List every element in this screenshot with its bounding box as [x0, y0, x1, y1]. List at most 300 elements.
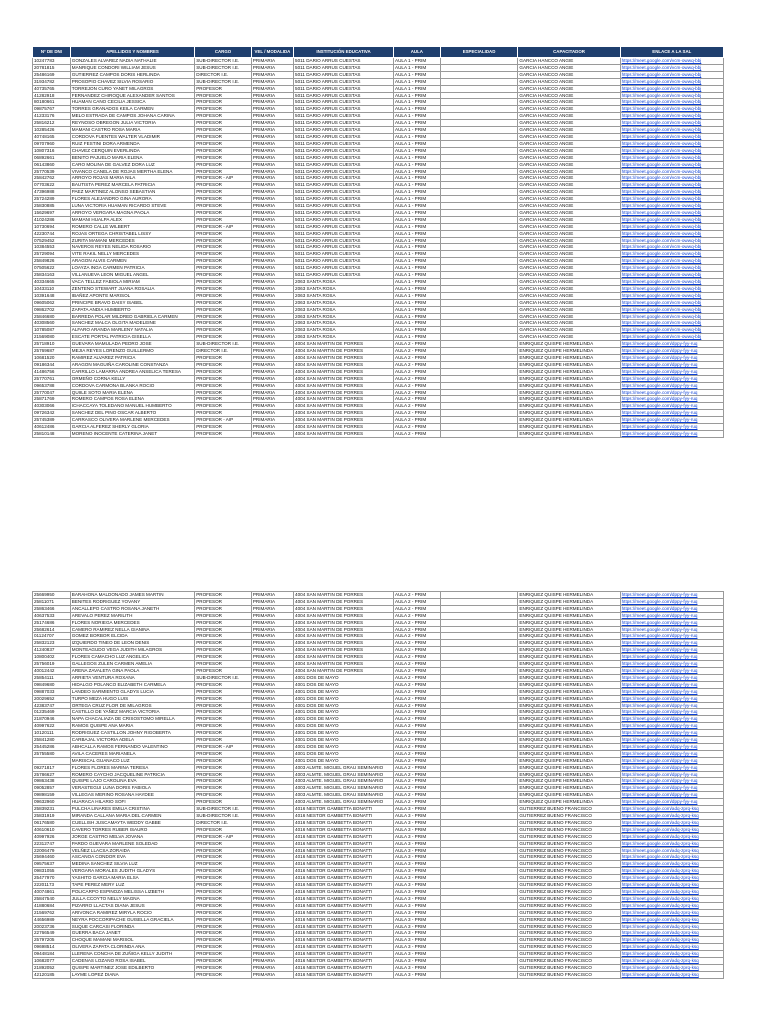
- cell-link[interactable]: https://meet.google.com/vcm-owwq-bbj: [620, 244, 723, 251]
- cell-aula: AULA 3 - PRIM: [394, 854, 441, 861]
- cell-link[interactable]: https://meet.google.com/adq-zprq-ksq: [620, 888, 723, 895]
- cell-specialty: [440, 313, 518, 320]
- cell-link[interactable]: https://meet.google.com/adq-zprq-ksq: [620, 902, 723, 909]
- cell-institution: 4016 NESTOR GAMBETTA BONATTI: [294, 951, 394, 958]
- cell-link[interactable]: https://meet.google.com/vcm-owwq-bbj: [620, 209, 723, 216]
- cell-cargo: DIRECTOR I.E.: [195, 819, 252, 826]
- cell-level: PRIMARIA: [251, 127, 293, 134]
- cell-name: JORGE CASTRO MELVA JOVANA: [70, 833, 194, 840]
- cell-level: PRIMARIA: [251, 417, 293, 424]
- cell-link[interactable]: https://meet.google.com/adq-zprq-ksq: [620, 930, 723, 937]
- cell-specialty: [440, 279, 518, 286]
- cell-name: PIZARRO LLACTAS DIANA JESUS: [70, 902, 194, 909]
- cell-specialty: [440, 923, 518, 930]
- table-row: [33, 612, 724, 619]
- cell-institution: 4004 SAN MARTIN DE PORRES: [294, 640, 394, 647]
- cell-level: PRIMARIA: [251, 819, 293, 826]
- cell-link[interactable]: https://meet.google.com/vcm-owwq-bbj: [620, 58, 723, 65]
- cell-specialty: [440, 354, 518, 361]
- cell-trainer: GUTIERREZ BUENO FRANCISCO: [518, 868, 620, 875]
- cell-institution: 4004 SAN MARTIN DE PORRES: [294, 361, 394, 368]
- cell-link[interactable]: https://meet.google.com/dppy-fyy-ruq: [620, 716, 723, 723]
- cell-link[interactable]: https://meet.google.com/dppy-fyy-ruq: [620, 771, 723, 778]
- cell-level: PRIMARIA: [251, 806, 293, 813]
- cell-institution: 4003 ALMTE. MIGUEL GRAU SEMINARIO: [294, 764, 394, 771]
- cell-link[interactable]: https://meet.google.com/vcm-owwq-bbj: [620, 237, 723, 244]
- cell-aula: AULA 1 - PRIM: [394, 313, 441, 320]
- cell-institution: 4016 NESTOR GAMBETTA BONATTI: [294, 840, 394, 847]
- cell-name: GARCIA ALFEREZ SHERLY GLORIA: [70, 424, 194, 431]
- cell-link[interactable]: https://meet.google.com/vcm-owwq-bbj: [620, 182, 723, 189]
- cell-link[interactable]: https://meet.google.com/dppy-fyy-ruq: [620, 605, 723, 612]
- cell-link[interactable]: https://meet.google.com/adq-zprq-ksq: [620, 806, 723, 813]
- cell-dni: 10391648: [33, 292, 71, 299]
- cell-link[interactable]: https://meet.google.com/adq-zprq-ksq: [620, 964, 723, 971]
- cell-name: PULCHA LINARES EMILIA CRISTINA: [70, 806, 194, 813]
- cell-link[interactable]: https://meet.google.com/vcm-owwq-bbj: [620, 78, 723, 85]
- cell-dni: 09698514: [33, 944, 71, 951]
- cell-dni: 09575637: [33, 861, 71, 868]
- cell-specialty: [440, 382, 518, 389]
- cell-link[interactable]: https://meet.google.com/adq-zprq-ksq: [620, 868, 723, 875]
- cell-name: LAYME LOPEZ DIANA: [70, 971, 194, 978]
- cell-link[interactable]: https://meet.google.com/vcm-owwq-bbj: [620, 147, 723, 154]
- cell-name: HUARACA HILARIO SOFI: [70, 799, 194, 806]
- cell-aula: AULA 2 - PRIM: [394, 598, 441, 605]
- cell-institution: 4004 SAN MARTIN DE PORRES: [294, 592, 394, 599]
- cell-level: PRIMARIA: [251, 826, 293, 833]
- cell-specialty: [440, 640, 518, 647]
- cell-name: CARO MOLINA DE GALVEZ DORA LUZ: [70, 161, 194, 168]
- cell-link[interactable]: https://meet.google.com/vcm-owwq-bbj: [620, 285, 723, 292]
- cell-link[interactable]: https://meet.google.com/vcm-owwq-bbj: [620, 120, 723, 127]
- cell-link[interactable]: https://meet.google.com/dppy-fyy-ruq: [620, 730, 723, 737]
- cell-specialty: [440, 389, 518, 396]
- table-row: [33, 730, 724, 737]
- cell-specialty: [440, 875, 518, 882]
- table-row: [33, 619, 724, 626]
- cell-specialty: [440, 113, 518, 120]
- cell-institution: 2063 SANTA ROSA: [294, 313, 394, 320]
- cell-link[interactable]: https://meet.google.com/vcm-owwq-bbj: [620, 272, 723, 279]
- cell-link[interactable]: https://meet.google.com/dppy-fyy-ruq: [620, 389, 723, 396]
- cell-trainer: GARCIA HANCCO ANGIE: [518, 99, 620, 106]
- cell-specialty: [440, 237, 518, 244]
- cell-link[interactable]: https://meet.google.com/dppy-fyy-ruq: [620, 778, 723, 785]
- cell-cargo: PROFESOR: [195, 313, 252, 320]
- cell-link[interactable]: https://meet.google.com/dppy-fyy-ruq: [620, 417, 723, 424]
- cell-link[interactable]: https://meet.google.com/dppy-fyy-ruq: [620, 348, 723, 355]
- cell-link[interactable]: https://meet.google.com/adq-zprq-ksq: [620, 951, 723, 958]
- cell-dni: 10807316: [33, 147, 71, 154]
- cell-institution: 4016 NESTOR GAMBETTA BONATTI: [294, 833, 394, 840]
- cell-aula: AULA 1 - PRIM: [394, 230, 441, 237]
- cell-name: BARREDA POLAR MILDRED GABRIELA CARMEN: [70, 313, 194, 320]
- cell-institution: 4016 NESTOR GAMBETTA BONATTI: [294, 937, 394, 944]
- cell-dni: 20781815: [33, 64, 71, 71]
- cell-cargo: PROFESOR: [195, 778, 252, 785]
- cell-aula: AULA 3 - PRIM: [394, 819, 441, 826]
- cell-institution: 2063 SANTA ROSA: [294, 334, 394, 341]
- cell-trainer: GUTIERREZ BUENO FRANCISCO: [518, 888, 620, 895]
- cell-link[interactable]: https://meet.google.com/dppy-fyy-ruq: [620, 619, 723, 626]
- cell-link[interactable]: https://meet.google.com/vcm-owwq-bbj: [620, 334, 723, 341]
- cell-link[interactable]: https://meet.google.com/dppy-fyy-ruq: [620, 757, 723, 764]
- table-row: [33, 292, 724, 299]
- cell-level: PRIMARIA: [251, 292, 293, 299]
- cell-dni: 41240837: [33, 647, 71, 654]
- table-row: [33, 799, 724, 806]
- cell-specialty: [440, 626, 518, 633]
- table-row: [33, 348, 724, 355]
- cell-link[interactable]: https://meet.google.com/dppy-fyy-ruq: [620, 792, 723, 799]
- cell-link[interactable]: https://meet.google.com/dppy-fyy-ruq: [620, 667, 723, 674]
- cell-link[interactable]: https://meet.google.com/vcm-owwq-bbj: [620, 196, 723, 203]
- cell-dni: 25811071: [33, 598, 71, 605]
- table-row: [33, 813, 724, 820]
- cell-link[interactable]: https://meet.google.com/adq-zprq-ksq: [620, 854, 723, 861]
- cell-name: ASCANOA CONDOR EVA: [70, 854, 194, 861]
- cell-trainer: GUTIERREZ BUENO FRANCISCO: [518, 944, 620, 951]
- cell-link[interactable]: https://meet.google.com/dppy-fyy-ruq: [620, 799, 723, 806]
- cell-level: PRIMARIA: [251, 85, 293, 92]
- cell-link[interactable]: https://meet.google.com/vcm-owwq-bbj: [620, 265, 723, 272]
- cell-institution: 4001 DOS DE MAYO: [294, 688, 394, 695]
- cell-trainer: GARCIA HANCCO ANGIE: [518, 189, 620, 196]
- cell-name: MONTEAGUDO VEGA JUDITH MILAGROS: [70, 647, 194, 654]
- cell-level: PRIMARIA: [251, 354, 293, 361]
- cell-institution: 4016 NESTOR GAMBETTA BONATTI: [294, 882, 394, 889]
- cell-cargo: PROFESOR: [195, 320, 252, 327]
- cell-aula: AULA 1 - PRIM: [394, 299, 441, 306]
- cell-dni: 09186344: [33, 361, 71, 368]
- cell-link[interactable]: https://meet.google.com/vcm-owwq-bbj: [620, 71, 723, 78]
- cell-link[interactable]: https://meet.google.com/vcm-owwq-bbj: [620, 161, 723, 168]
- cell-link[interactable]: https://meet.google.com/dppy-fyy-ruq: [620, 410, 723, 417]
- cell-dni: 09862702: [33, 306, 71, 313]
- cell-institution: 4016 NESTOR GAMBETTA BONATTI: [294, 819, 394, 826]
- cell-link[interactable]: https://meet.google.com/vcm-owwq-bbj: [620, 133, 723, 140]
- cell-dni: 01235469: [33, 709, 71, 716]
- cell-link[interactable]: https://meet.google.com/dppy-fyy-ruq: [620, 396, 723, 403]
- cell-link[interactable]: https://meet.google.com/dppy-fyy-ruq: [620, 354, 723, 361]
- cell-link[interactable]: https://meet.google.com/dppy-fyy-ruq: [620, 737, 723, 744]
- cell-specialty: [440, 688, 518, 695]
- cell-link[interactable]: https://meet.google.com/vcm-owwq-bbj: [620, 299, 723, 306]
- cell-specialty: [440, 937, 518, 944]
- cell-specialty: [440, 895, 518, 902]
- cell-link[interactable]: https://meet.google.com/vcm-owwq-bbj: [620, 230, 723, 237]
- cell-level: PRIMARIA: [251, 681, 293, 688]
- cell-link[interactable]: https://meet.google.com/vcm-owwq-bbj: [620, 313, 723, 320]
- cell-cargo: PROFESOR: [195, 750, 252, 757]
- cell-cargo: SUB-DIRECTOR I.E.: [195, 78, 252, 85]
- cell-institution: 4003 ALMTE. MIGUEL GRAU SEMINARIO: [294, 778, 394, 785]
- table-row: [33, 971, 724, 978]
- cell-trainer: GARCIA HANCCO ANGIE: [518, 265, 620, 272]
- cell-link[interactable]: https://meet.google.com/vcm-owwq-bbj: [620, 223, 723, 230]
- cell-link[interactable]: https://meet.google.com/vcm-owwq-bbj: [620, 189, 723, 196]
- cell-aula: AULA 2 - PRIM: [394, 354, 441, 361]
- cell-name: ABHCALLA RAMOS FERNANDO VALENTINO: [70, 743, 194, 750]
- cell-trainer: GARCIA HANCCO ANGIE: [518, 244, 620, 251]
- participants-table-top: [32, 46, 724, 438]
- cell-link[interactable]: https://meet.google.com/dppy-fyy-ruq: [620, 785, 723, 792]
- cell-aula: AULA 3 - PRIM: [394, 971, 441, 978]
- cell-dni: 25477970: [33, 875, 71, 882]
- cell-cargo: PROFESOR: [195, 299, 252, 306]
- cell-link[interactable]: https://meet.google.com/dppy-fyy-ruq: [620, 640, 723, 647]
- cell-dni: 21870946: [33, 716, 71, 723]
- table-row: [33, 778, 724, 785]
- table-row: [33, 203, 724, 210]
- cell-link[interactable]: https://meet.google.com/adq-zprq-ksq: [620, 861, 723, 868]
- cell-link[interactable]: https://meet.google.com/dppy-fyy-ruq: [620, 709, 723, 716]
- cell-level: PRIMARIA: [251, 78, 293, 85]
- cell-link[interactable]: https://meet.google.com/dppy-fyy-ruq: [620, 702, 723, 709]
- cell-trainer: ENRIQUEZ QUISPE HERMELINDA: [518, 695, 620, 702]
- cell-cargo: PROFESOR: [195, 923, 252, 930]
- cell-link[interactable]: https://meet.google.com/vcm-owwq-bbj: [620, 127, 723, 134]
- cell-specialty: [440, 251, 518, 258]
- cell-link[interactable]: https://meet.google.com/vcm-owwq-bbj: [620, 154, 723, 161]
- cell-dni: 80180661: [33, 99, 71, 106]
- cell-institution: 4001 DOS DE MAYO: [294, 674, 394, 681]
- cell-link[interactable]: https://meet.google.com/dppy-fyy-ruq: [620, 674, 723, 681]
- cell-link[interactable]: https://meet.google.com/dppy-fyy-ruq: [620, 688, 723, 695]
- table-row: [33, 654, 724, 661]
- cell-trainer: GARCIA HANCCO ANGIE: [518, 196, 620, 203]
- table-row: [33, 895, 724, 902]
- cell-link[interactable]: https://meet.google.com/vcm-owwq-bbj: [620, 106, 723, 113]
- cell-link[interactable]: https://meet.google.com/vcm-owwq-bbj: [620, 113, 723, 120]
- cell-name: BARAHONA MALDONADO JAMES MARTIN: [70, 592, 194, 599]
- cell-link[interactable]: https://meet.google.com/dppy-fyy-ruq: [620, 375, 723, 382]
- cell-trainer: ENRIQUEZ QUISPE HERMELINDA: [518, 716, 620, 723]
- cell-link[interactable]: https://meet.google.com/dppy-fyy-ruq: [620, 592, 723, 599]
- cell-link[interactable]: https://meet.google.com/adq-zprq-ksq: [620, 882, 723, 889]
- cell-cargo: PROFESOR: [195, 799, 252, 806]
- cell-link[interactable]: https://meet.google.com/dppy-fyy-ruq: [620, 341, 723, 348]
- cell-name: TURPO MEZA HUGO LUIS: [70, 695, 194, 702]
- cell-level: PRIMARIA: [251, 424, 293, 431]
- cell-link[interactable]: https://meet.google.com/dppy-fyy-ruq: [620, 695, 723, 702]
- cell-link[interactable]: https://meet.google.com/vcm-owwq-bbj: [620, 140, 723, 147]
- cell-link[interactable]: https://meet.google.com/adq-zprq-ksq: [620, 916, 723, 923]
- cell-aula: AULA 2 - PRIM: [394, 424, 441, 431]
- cell-institution: 4001 DOS DE MAYO: [294, 709, 394, 716]
- cell-specialty: [440, 175, 518, 182]
- cell-dni: 22766549: [33, 930, 71, 937]
- cell-link[interactable]: https://meet.google.com/dppy-fyy-ruq: [620, 743, 723, 750]
- cell-cargo: DIRECTOR I.E.: [195, 348, 252, 355]
- cell-specialty: [440, 127, 518, 134]
- cell-link[interactable]: https://meet.google.com/dppy-fyy-ruq: [620, 626, 723, 633]
- cell-aula: AULA 1 - PRIM: [394, 175, 441, 182]
- cell-dni: 20023736: [33, 923, 71, 930]
- cell-name: CAMERO RAMIREZ NELLA GIANINA: [70, 626, 194, 633]
- cell-name: QUISPE LAJO CAROLINA EVA: [70, 778, 194, 785]
- cell-link[interactable]: https://meet.google.com/adq-zprq-ksq: [620, 937, 723, 944]
- cell-link[interactable]: https://meet.google.com/vcm-owwq-bbj: [620, 216, 723, 223]
- cell-trainer: ENRIQUEZ QUISPE HERMELINDA: [518, 417, 620, 424]
- cell-institution: 4016 NESTOR GAMBETTA BONATTI: [294, 888, 394, 895]
- cell-link[interactable]: https://meet.google.com/adq-zprq-ksq: [620, 813, 723, 820]
- cell-specialty: [440, 161, 518, 168]
- cell-link[interactable]: https://meet.google.com/adq-zprq-ksq: [620, 833, 723, 840]
- cell-link[interactable]: https://meet.google.com/adq-zprq-ksq: [620, 944, 723, 951]
- cell-link[interactable]: https://meet.google.com/vcm-owwq-bbj: [620, 99, 723, 106]
- cell-specialty: [440, 958, 518, 965]
- cell-trainer: GUTIERREZ BUENO FRANCISCO: [518, 875, 620, 882]
- cell-specialty: [440, 826, 518, 833]
- cell-link[interactable]: https://meet.google.com/dppy-fyy-ruq: [620, 723, 723, 730]
- cell-level: PRIMARIA: [251, 695, 293, 702]
- cell-trainer: GARCIA HANCCO ANGIE: [518, 120, 620, 127]
- cell-link[interactable]: https://meet.google.com/dppy-fyy-ruq: [620, 750, 723, 757]
- cell-aula: AULA 2 - PRIM: [394, 417, 441, 424]
- cell-trainer: ENRIQUEZ QUISPE HERMELINDA: [518, 688, 620, 695]
- cell-link[interactable]: https://meet.google.com/dppy-fyy-ruq: [620, 681, 723, 688]
- cell-link[interactable]: https://meet.google.com/vcm-owwq-bbj: [620, 320, 723, 327]
- table-body-bottom: [33, 592, 724, 979]
- cell-dni: 31934782: [33, 78, 71, 85]
- cell-trainer: GARCIA HANCCO ANGIE: [518, 327, 620, 334]
- cell-institution: 4001 DOS DE MAYO: [294, 716, 394, 723]
- cell-link[interactable]: https://meet.google.com/adq-zprq-ksq: [620, 819, 723, 826]
- cell-link[interactable]: https://meet.google.com/vcm-owwq-bbj: [620, 327, 723, 334]
- cell-aula: AULA 1 - PRIM: [394, 223, 441, 230]
- cell-name: ARRIETA VENTURA ROXANA: [70, 674, 194, 681]
- cell-trainer: ENRIQUEZ QUISPE HERMELINDA: [518, 598, 620, 605]
- cell-aula: AULA 2 - PRIM: [394, 389, 441, 396]
- cell-link[interactable]: https://meet.google.com/vcm-owwq-bbj: [620, 168, 723, 175]
- cell-cargo: PROFESOR: [195, 888, 252, 895]
- cell-aula: AULA 1 - PRIM: [394, 244, 441, 251]
- cell-cargo: PROFESOR: [195, 375, 252, 382]
- cell-link[interactable]: https://meet.google.com/adq-zprq-ksq: [620, 875, 723, 882]
- cell-aula: AULA 1 - PRIM: [394, 320, 441, 327]
- cell-dni: 06176580: [33, 819, 71, 826]
- cell-link[interactable]: https://meet.google.com/vcm-owwq-bbj: [620, 175, 723, 182]
- cell-link[interactable]: https://meet.google.com/adq-zprq-ksq: [620, 826, 723, 833]
- cell-level: PRIMARIA: [251, 840, 293, 847]
- cell-specialty: [440, 647, 518, 654]
- table-row: [33, 230, 724, 237]
- cell-link[interactable]: https://meet.google.com/vcm-owwq-bbj: [620, 251, 723, 258]
- cell-link[interactable]: https://meet.google.com/dppy-fyy-ruq: [620, 598, 723, 605]
- cell-link[interactable]: https://meet.google.com/adq-zprq-ksq: [620, 909, 723, 916]
- cell-cargo: PROFESOR: [195, 619, 252, 626]
- table-row: [33, 175, 724, 182]
- cell-link[interactable]: https://meet.google.com/dppy-fyy-ruq: [620, 661, 723, 668]
- cell-name: LANDEO SARMIENTO GLADYS LUCIA: [70, 688, 194, 695]
- cell-name: ROMERO CALLE WILBERT: [70, 223, 194, 230]
- cell-link[interactable]: https://meet.google.com/dppy-fyy-ruq: [620, 424, 723, 431]
- cell-level: PRIMARIA: [251, 64, 293, 71]
- cell-cargo: PROFESOR: [195, 944, 252, 951]
- table-row: [33, 161, 724, 168]
- table-row: [33, 127, 724, 134]
- cell-link[interactable]: https://meet.google.com/dppy-fyy-ruq: [620, 361, 723, 368]
- cell-specialty: [440, 882, 518, 889]
- table-row: [33, 626, 724, 633]
- cell-institution: 2063 SANTA ROSA: [294, 279, 394, 286]
- cell-institution: 4001 DOS DE MAYO: [294, 695, 394, 702]
- cell-link[interactable]: https://meet.google.com/vcm-owwq-bbj: [620, 85, 723, 92]
- cell-link[interactable]: https://meet.google.com/dppy-fyy-ruq: [620, 647, 723, 654]
- cell-specialty: [440, 71, 518, 78]
- cell-link[interactable]: https://meet.google.com/dppy-fyy-ruq: [620, 382, 723, 389]
- cell-aula: AULA 2 - PRIM: [394, 792, 441, 799]
- cell-link[interactable]: https://meet.google.com/dppy-fyy-ruq: [620, 430, 723, 437]
- cell-dni: 42120185: [33, 971, 71, 978]
- cell-level: PRIMARIA: [251, 396, 293, 403]
- cell-name: QUISPE MARTINEZ JOSE EDILBERTO: [70, 964, 194, 971]
- table-row: [33, 833, 724, 840]
- cell-link[interactable]: https://meet.google.com/vcm-owwq-bbj: [620, 92, 723, 99]
- cell-link[interactable]: https://meet.google.com/vcm-owwq-bbj: [620, 279, 723, 286]
- cell-link[interactable]: https://meet.google.com/vcm-owwq-bbj: [620, 306, 723, 313]
- cell-aula: AULA 2 - PRIM: [394, 382, 441, 389]
- cell-link[interactable]: https://meet.google.com/dppy-fyy-ruq: [620, 368, 723, 375]
- cell-specialty: [440, 964, 518, 971]
- cell-link[interactable]: https://meet.google.com/dppy-fyy-ruq: [620, 654, 723, 661]
- cell-name: VILLEGAS MERINO ROSANA HAYDEE: [70, 792, 194, 799]
- cell-cargo: PROFESOR: [195, 127, 252, 134]
- table-row: [33, 661, 724, 668]
- cell-link[interactable]: https://meet.google.com/adq-zprq-ksq: [620, 958, 723, 965]
- cell-specialty: [440, 320, 518, 327]
- cell-link[interactable]: https://meet.google.com/dppy-fyy-ruq: [620, 764, 723, 771]
- cell-link[interactable]: https://meet.google.com/dppy-fyy-ruq: [620, 403, 723, 410]
- cell-link[interactable]: https://meet.google.com/dppy-fyy-ruq: [620, 612, 723, 619]
- cell-link[interactable]: https://meet.google.com/vcm-owwq-bbj: [620, 258, 723, 265]
- cell-link[interactable]: https://meet.google.com/dppy-fyy-ruq: [620, 633, 723, 640]
- cell-dni: 10800402: [33, 654, 71, 661]
- cell-trainer: GARCIA HANCCO ANGIE: [518, 182, 620, 189]
- cell-dni: 42230744: [33, 230, 71, 237]
- cell-trainer: ENRIQUEZ QUISPE HERMELINDA: [518, 799, 620, 806]
- cell-link[interactable]: https://meet.google.com/adq-zprq-ksq: [620, 847, 723, 854]
- table-row: [33, 196, 724, 203]
- cell-name: OLIVERA ZAPATA CLORINDA ANA: [70, 944, 194, 951]
- cell-specialty: [440, 944, 518, 951]
- cell-trainer: ENRIQUEZ QUISPE HERMELINDA: [518, 368, 620, 375]
- cell-specialty: [440, 396, 518, 403]
- cell-link[interactable]: https://meet.google.com/vcm-owwq-bbj: [620, 203, 723, 210]
- table-row: [33, 71, 724, 78]
- cell-cargo: PROFESOR: [195, 182, 252, 189]
- cell-aula: AULA 3 - PRIM: [394, 937, 441, 944]
- cell-link[interactable]: https://meet.google.com/vcm-owwq-bbj: [620, 292, 723, 299]
- cell-link[interactable]: https://meet.google.com/adq-zprq-ksq: [620, 971, 723, 978]
- cell-institution: 2063 SANTA ROSA: [294, 306, 394, 313]
- cell-link[interactable]: https://meet.google.com/adq-zprq-ksq: [620, 923, 723, 930]
- cell-dni: 40748165: [33, 133, 71, 140]
- participants-table-bottom: [32, 591, 724, 979]
- cell-dni: 10247783: [33, 58, 71, 65]
- cell-institution: 4016 NESTOR GAMBETTA BONATTI: [294, 971, 394, 978]
- cell-link[interactable]: https://meet.google.com/adq-zprq-ksq: [620, 895, 723, 902]
- cell-link[interactable]: https://meet.google.com/adq-zprq-ksq: [620, 840, 723, 847]
- cell-specialty: [440, 840, 518, 847]
- cell-dni: 09849680: [33, 681, 71, 688]
- cell-institution: 5011 DARIO ARRUS CUESTAS: [294, 223, 394, 230]
- cell-specialty: [440, 64, 518, 71]
- cell-link[interactable]: https://meet.google.com/vcm-owwq-bbj: [620, 64, 723, 71]
- table-row: [33, 430, 724, 437]
